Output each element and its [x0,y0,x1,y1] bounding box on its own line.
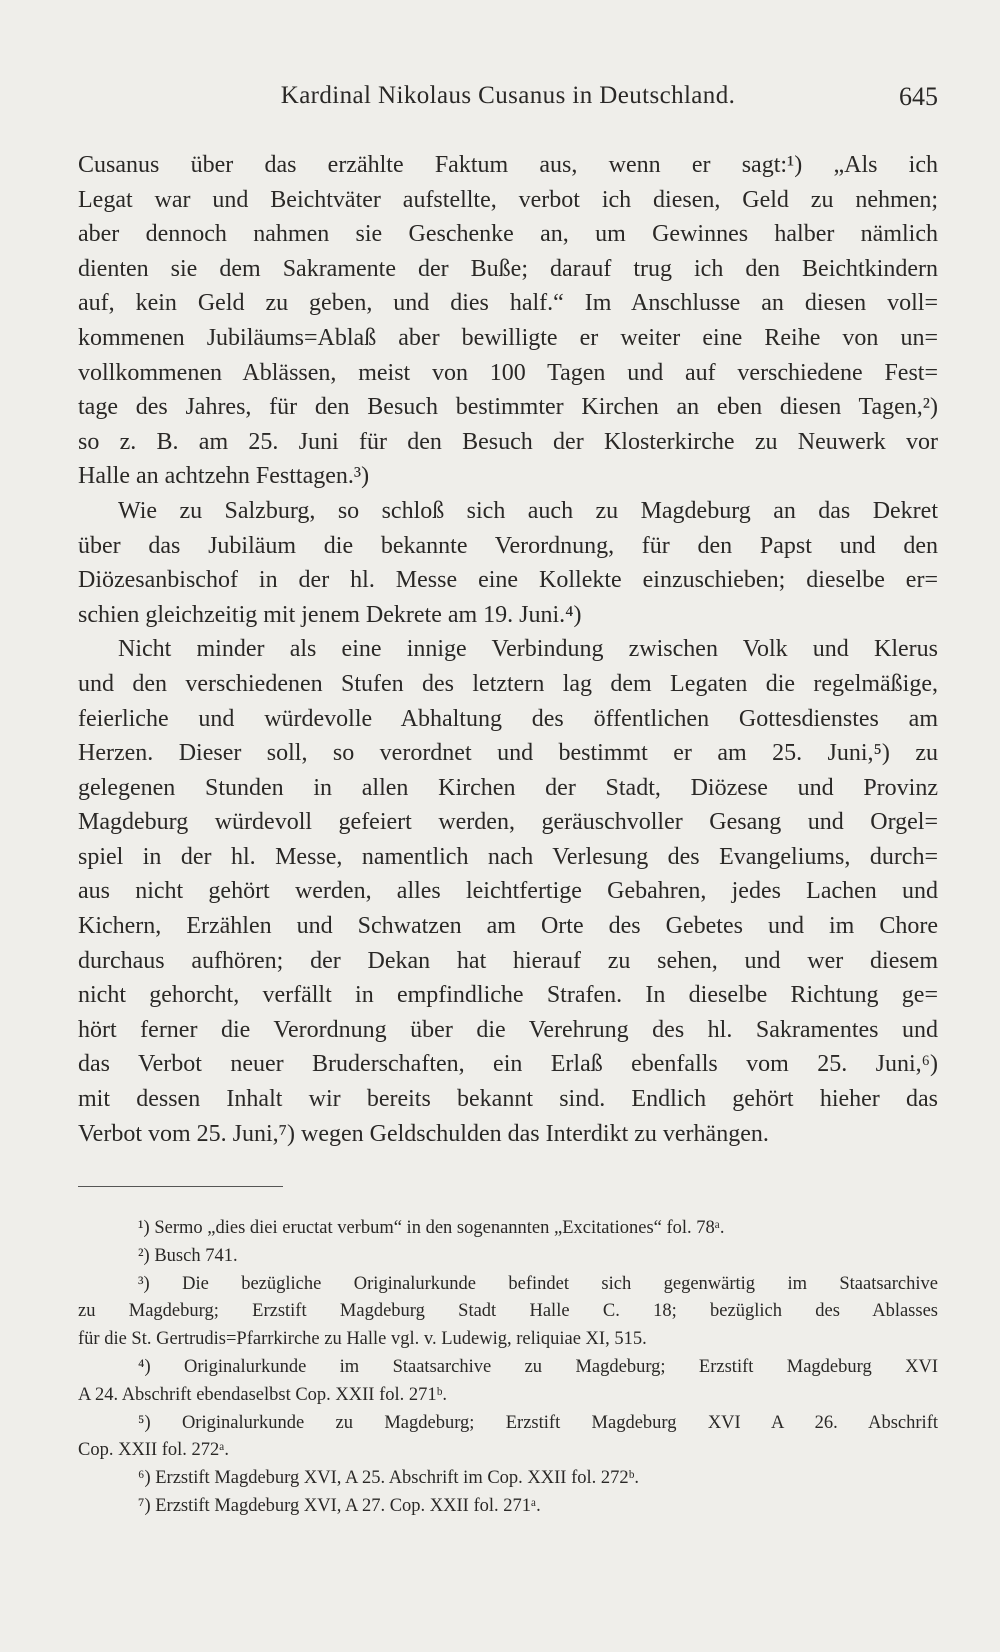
footnote-line: ⁴) Originalurkunde im Staatsarchive zu Magdeburg; Erzstift Magdeburg XVI [138,1356,938,1377]
body-line: kommenen Jubiläums=Ablaß aber bewilligte er weiter eine Reihe von un= [78,324,938,351]
body-line: Herzen. Dieser soll, so verordnet und bestimmt er am 25. Juni,⁵) zu [78,740,938,767]
body-line: tage des Jahres, für den Besuch bestimmter Kirchen an eben diesen Tagen,²) [78,394,938,421]
footnote-line: zu Magdeburg; Erzstift Magdeburg Stadt Halle C. 18; bezüglich des Ablasses [78,1301,938,1322]
running-head [78,82,938,122]
footnote-line: ¹) Sermo „dies diei eructat verbum“ in den sogenannten „Excitationes“ fol. 78ᵃ. [138,1218,725,1238]
footnote-line: ⁶) Erzstift Magdeburg XVI, A 25. Abschrift im Cop. XXII fol. 272ᵇ. [138,1468,639,1489]
body-line: aber dennoch nahmen sie Geschenke an, um Gewinnes halber nämlich [78,221,938,248]
page-number: 645 [899,82,938,111]
body-line: Cusanus über das erzählte Faktum aus, wenn er sagt:¹) „Als ich [78,152,938,178]
body-line: über das Jubiläum die bekannte Verordnung, für den Papst und den [78,532,938,559]
body-line: Kichern, Erzählen und Schwatzen am Orte des Gebetes und im Chore [78,913,938,940]
body-line: auf, kein Geld zu geben, und dies half.“ Im Anschlusse an diesen voll= [78,290,938,317]
body-line: mit dessen Inhalt wir bereits bekannt sind. Endlich gehört hieher das [78,1086,938,1113]
body-line: dienten sie dem Sakramente der Buße; darauf trug ich den Beichtkindern [78,255,938,282]
body-line: Magdeburg würdevoll gefeiert werden, geräuschvoller Gesang und Orgel= [78,809,938,836]
footnote-divider [78,1186,283,1187]
footnote-line: A 24. Abschrift ebendaselbst Cop. XXII fol. 271ᵇ. [78,1384,447,1405]
body-line: aus nicht gehört werden, alles leichtfertige Gebahren, jedes Lachen und [78,878,938,905]
body-line: Verbot vom 25. Juni,⁷) wegen Geldschulden das Interdikt zu verhängen. [78,1120,769,1147]
body-line: hört ferner die Verordnung über die Verehrung des hl. Sakramentes und [78,1016,938,1043]
body-line: das Verbot neuer Bruderschaften, ein Erlaß ebenfalls vom 25. Juni,⁶) [78,1051,938,1078]
body-line: gelegenen Stunden in allen Kirchen der Stadt, Diözese und Provinz [78,774,938,801]
body-line-paragraph-start: Nicht minder als eine innige Verbindung zwischen Volk und Klerus [118,636,938,663]
body-line: Legat war und Beichtväter aufstellte, verbot ich diesen, Geld zu nehmen; [78,186,938,213]
footnote-line: ²) Busch 741. [138,1245,238,1266]
footnote-line: für die St. Gertrudis=Pfarrkirche zu Halle vgl. v. Ludewig, reliquiae XI, 515. [78,1329,647,1350]
body-text [78,148,938,1151]
body-line: vollkommenen Ablässen, meist von 100 Tagen und auf verschiedene Fest= [78,359,938,386]
body-line: feierliche und würdevolle Abhaltung des öffentlichen Gottesdienstes am [78,705,938,732]
body-line: schien gleichzeitig mit jenem Dekrete am 19. Juni.⁴) [78,601,582,628]
footnote-line: ⁵) Originalurkunde zu Magdeburg; Erzstift Magdeburg XVI A 26. Abschrift [138,1412,938,1433]
body-line: nicht gehorcht, verfällt in empfindliche Strafen. In dieselbe Richtung ge= [78,982,938,1009]
footnote-line: ³) Die bezügliche Originalurkunde befindet sich gegenwärtig im Staatsarchive [138,1273,938,1294]
footnote-line: Cop. XXII fol. 272ᵃ. [78,1440,229,1461]
footnotes [78,1215,938,1521]
body-line-paragraph-start: Wie zu Salzburg, so schloß sich auch zu Magdeburg an das Dekret [118,497,938,524]
body-line: Diözesanbischof in der hl. Messe eine Kollekte einzuschieben; dieselbe er= [78,567,938,594]
body-line: Halle an achtzehn Festtagen.³) [78,463,370,490]
body-line: und den verschiedenen Stufen des letztern lag dem Legaten die regelmäßige, [78,670,938,697]
footnote-line: ⁷) Erzstift Magdeburg XVI, A 27. Cop. XXII fol. 271ᵃ. [138,1495,541,1516]
body-line: durchaus aufhören; der Dekan hat hierauf zu sehen, und wer diesem [78,947,938,974]
body-line: so z. B. am 25. Juni für den Besuch der Klosterkirche zu Neuwerk vor [78,428,938,455]
body-line: spiel in der hl. Messe, namentlich nach Verlesung des Evangeliums, durch= [78,843,938,870]
running-title: Kardinal Nikolaus Cusanus in Deutschland. [280,82,736,109]
